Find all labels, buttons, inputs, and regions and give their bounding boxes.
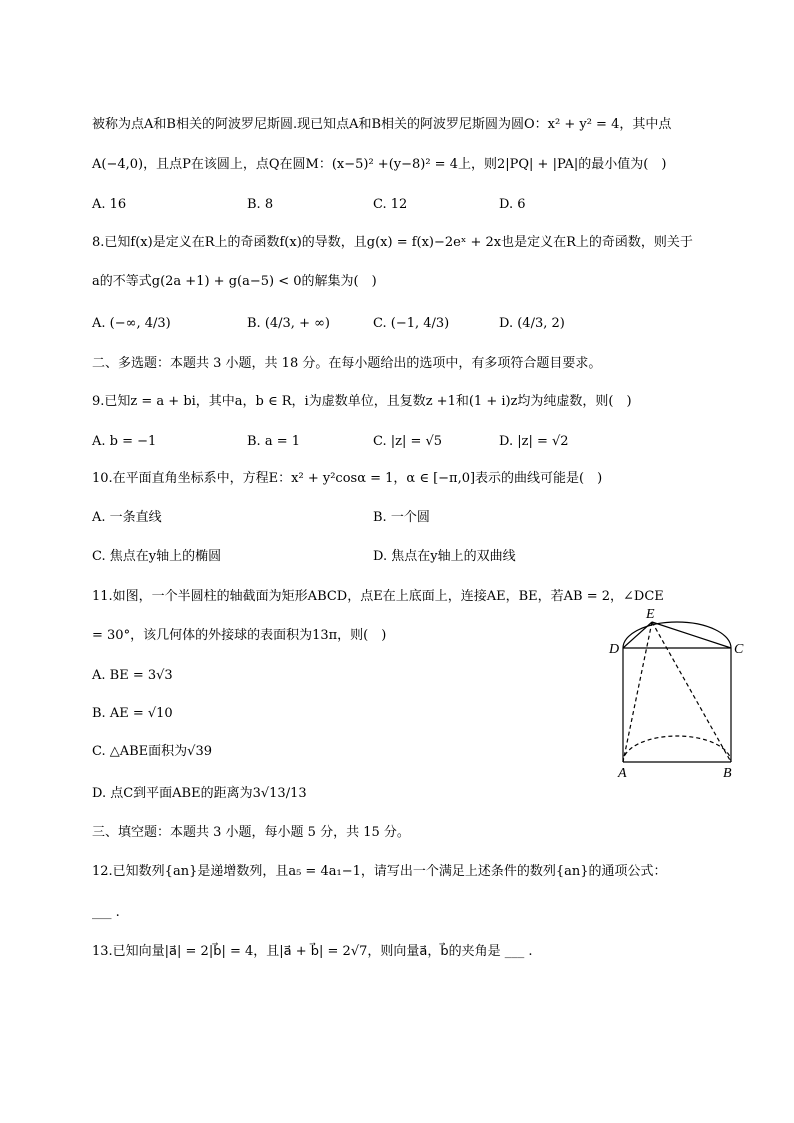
q7-option-a: A. 16 [92, 197, 127, 212]
segment-ec [652, 622, 731, 648]
q8-option-d: D. (4/3, 2) [499, 316, 565, 331]
q10-option-d: D. 焦点在y轴上的双曲线 [373, 549, 516, 564]
label-a: A [618, 766, 627, 781]
q10-line1: 10.在平面直角坐标系中，方程E：x² + y²cosα = 1，α ∈ [−π,0]表示的曲线可能是( ) [92, 471, 603, 486]
segment-eb [652, 622, 731, 762]
q7-line1: 被称为点A和B相关的阿波罗尼斯圆.现已知点A和B相关的阿波罗尼斯圆为圆O：x² + y² = 4，其中点 [92, 117, 672, 132]
bottom-arc-dashed [623, 736, 731, 762]
q11-option-d: D. 点C到平面ABE的距离为3√13/13 [92, 786, 307, 801]
label-e: E [646, 607, 655, 622]
q11-line2: = 30°，该几何体的外接球的表面积为13π，则( ) [92, 628, 387, 643]
label-c: C [734, 642, 744, 657]
q9-option-c: C. |z| = √5 [373, 434, 443, 449]
q11-option-b: B. AE = √10 [92, 706, 173, 721]
q9-option-a: A. b = −1 [92, 434, 157, 449]
q13-line1: 13.已知向量|a⃗| = 2|b⃗| = 4，且|a⃗ + b⃗| = 2√7，则向量a⃗，b⃗的夹角是 ___ . [92, 944, 533, 959]
q8-line2: a的不等式g(2a +1) + g(a−5) < 0的解集为( ) [92, 274, 377, 289]
section-2-header: 二、多选题：本题共 3 小题，共 18 分。在每小题给出的选项中，有多项符合题目要求。 [92, 356, 602, 371]
section-3-header: 三、填空题：本题共 3 小题，每小题 5 分，共 15 分。 [92, 825, 410, 840]
label-d: D [609, 642, 620, 657]
q10-option-a: A. 一条直线 [92, 510, 162, 525]
q7-option-b: B. 8 [247, 197, 274, 212]
q7-option-c: C. 12 [373, 197, 408, 212]
label-b: B [723, 766, 732, 781]
q11-option-a: A. BE = 3√3 [92, 668, 173, 683]
q12-answer-blank: ___ . [92, 905, 120, 920]
q11-line1: 11.如图，一个半圆柱的轴截面为矩形ABCD，点E在上底面上，连接AE，BE，若AB = 2，∠DCE [92, 589, 664, 604]
half-cylinder-figure [606, 600, 756, 785]
q8-option-c: C. (−1, 4/3) [373, 316, 450, 331]
q8-option-a: A. (−∞, 4/3) [92, 316, 171, 331]
top-arc [623, 622, 731, 648]
q9-option-d: D. |z| = √2 [499, 434, 569, 449]
q9-option-b: B. a = 1 [247, 434, 300, 449]
q10-option-c: C. 焦点在y轴上的椭圆 [92, 549, 222, 564]
q8-line1: 8.已知f(x)是定义在R上的奇函数f(x)的导数，且g(x) = f(x)−2eˣ + 2x也是定义在R上的奇函数，则关于 [92, 235, 693, 250]
q7-option-d: D. 6 [499, 197, 526, 212]
segment-ea [623, 622, 652, 762]
q11-option-c: C. △ABE面积为√39 [92, 744, 213, 759]
q8-option-b: B. (4/3, + ∞) [247, 316, 331, 331]
q7-line2: A(−4,0)，且点P在该圆上，点Q在圆M：(x−5)² +(y−8)² = 4上，则2|PQ| + |PA|的最小值为( ) [92, 157, 667, 172]
q9-line1: 9.已知z = a + bi，其中a，b ∈ R，i为虚数单位，且复数z +1和(1 + i)z均为纯虚数，则( ) [92, 394, 632, 409]
q10-option-b: B. 一个圆 [373, 510, 430, 525]
q12-line1: 12.已知数列{an}是递增数列，且a₅ = 4a₁−1，请写出一个满足上述条件的数列{an}的通项公式： [92, 864, 667, 879]
